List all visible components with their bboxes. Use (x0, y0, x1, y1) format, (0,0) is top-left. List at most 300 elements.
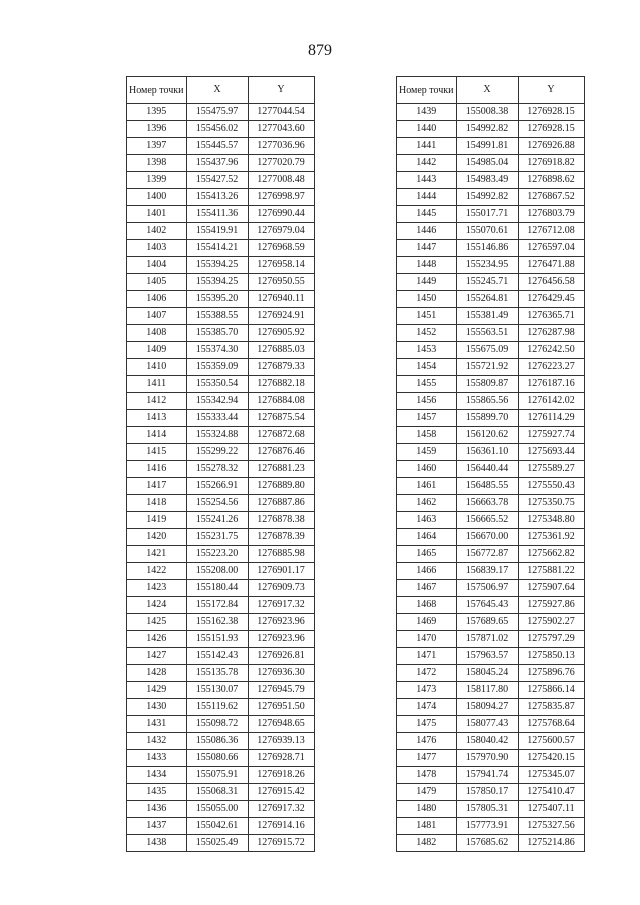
point-number-cell: 1411 (127, 376, 187, 393)
y-cell: 1276928.15 (518, 121, 584, 138)
point-number-cell: 1420 (127, 529, 187, 546)
table-row (127, 427, 315, 444)
x-cell: 158094.27 (456, 699, 518, 716)
point-number-cell: 1431 (127, 716, 187, 733)
x-cell: 155070.61 (456, 223, 518, 240)
point-number-cell: 1403 (127, 240, 187, 257)
x-cell: 155414.21 (186, 240, 248, 257)
y-cell: 1275327.56 (518, 818, 584, 835)
y-cell: 1275361.92 (518, 529, 584, 546)
table-row (397, 563, 585, 580)
x-cell: 155394.25 (186, 274, 248, 291)
table-row (397, 240, 585, 257)
x-cell: 155017.71 (456, 206, 518, 223)
table-row (397, 648, 585, 665)
point-number-cell: 1471 (397, 648, 457, 665)
point-number-cell: 1418 (127, 495, 187, 512)
point-number-cell: 1405 (127, 274, 187, 291)
table-row (127, 206, 315, 223)
x-cell: 155264.81 (456, 291, 518, 308)
x-cell: 155042.61 (186, 818, 248, 835)
point-number-cell: 1401 (127, 206, 187, 223)
y-cell: 1276365.71 (518, 308, 584, 325)
table-row (127, 223, 315, 240)
x-cell: 157645.43 (456, 597, 518, 614)
table-row (397, 835, 585, 852)
point-number-cell: 1449 (397, 274, 457, 291)
table-row (397, 767, 585, 784)
point-number-cell: 1479 (397, 784, 457, 801)
table-row (397, 495, 585, 512)
y-cell: 1276429.45 (518, 291, 584, 308)
x-cell: 155563.51 (456, 325, 518, 342)
y-cell: 1276597.04 (518, 240, 584, 257)
table-row (397, 733, 585, 750)
y-cell: 1276945.79 (248, 682, 314, 699)
table-header-row (397, 77, 585, 104)
y-cell: 1277036.96 (248, 138, 314, 155)
x-cell: 154992.82 (456, 189, 518, 206)
table-row (397, 597, 585, 614)
x-cell: 155388.55 (186, 308, 248, 325)
x-cell: 155025.49 (186, 835, 248, 852)
table-row (127, 376, 315, 393)
point-number-cell: 1397 (127, 138, 187, 155)
header-x: X (456, 77, 518, 104)
table-header-row (127, 77, 315, 104)
coordinates-table-left (126, 76, 315, 852)
point-number-cell: 1438 (127, 835, 187, 852)
point-number-cell: 1417 (127, 478, 187, 495)
y-cell: 1276914.16 (248, 818, 314, 835)
table-row (397, 665, 585, 682)
x-cell: 155080.66 (186, 750, 248, 767)
x-cell: 154992.82 (456, 121, 518, 138)
point-number-cell: 1455 (397, 376, 457, 393)
y-cell: 1276471.88 (518, 257, 584, 274)
point-number-cell: 1419 (127, 512, 187, 529)
table-row (397, 410, 585, 427)
table-row (397, 308, 585, 325)
point-number-cell: 1410 (127, 359, 187, 376)
x-cell: 155130.07 (186, 682, 248, 699)
point-number-cell: 1478 (397, 767, 457, 784)
point-number-cell: 1436 (127, 801, 187, 818)
table-row (127, 546, 315, 563)
x-cell: 158117.80 (456, 682, 518, 699)
table-row (397, 342, 585, 359)
y-cell: 1276928.71 (248, 750, 314, 767)
point-number-cell: 1467 (397, 580, 457, 597)
point-number-cell: 1451 (397, 308, 457, 325)
point-number-cell: 1441 (397, 138, 457, 155)
point-number-cell: 1452 (397, 325, 457, 342)
x-cell: 155142.43 (186, 648, 248, 665)
point-number-cell: 1433 (127, 750, 187, 767)
x-cell: 155075.91 (186, 767, 248, 784)
table-row (127, 597, 315, 614)
point-number-cell: 1415 (127, 444, 187, 461)
table-row (127, 461, 315, 478)
table-row (397, 274, 585, 291)
point-number-cell: 1444 (397, 189, 457, 206)
point-number-cell: 1435 (127, 784, 187, 801)
y-cell: 1276948.65 (248, 716, 314, 733)
x-cell: 156772.87 (456, 546, 518, 563)
y-cell: 1275866.14 (518, 682, 584, 699)
x-cell: 155865.56 (456, 393, 518, 410)
x-cell: 156440.44 (456, 461, 518, 478)
x-cell: 155456.02 (186, 121, 248, 138)
point-number-cell: 1461 (397, 478, 457, 495)
x-cell: 155008.38 (456, 104, 518, 121)
x-cell: 155245.71 (456, 274, 518, 291)
table-row (127, 665, 315, 682)
point-number-cell: 1407 (127, 308, 187, 325)
x-cell: 157506.97 (456, 580, 518, 597)
table-row (127, 648, 315, 665)
y-cell: 1276885.98 (248, 546, 314, 563)
y-cell: 1275927.74 (518, 427, 584, 444)
y-cell: 1276926.88 (518, 138, 584, 155)
table-row (127, 342, 315, 359)
table-row (127, 512, 315, 529)
table-row (127, 274, 315, 291)
y-cell: 1276928.15 (518, 104, 584, 121)
y-cell: 1275345.07 (518, 767, 584, 784)
table-row (397, 223, 585, 240)
x-cell: 156120.62 (456, 427, 518, 444)
y-cell: 1276456.58 (518, 274, 584, 291)
x-cell: 155098.72 (186, 716, 248, 733)
x-cell: 155223.20 (186, 546, 248, 563)
y-cell: 1276917.32 (248, 801, 314, 818)
y-cell: 1276979.04 (248, 223, 314, 240)
table-row (127, 393, 315, 410)
point-number-cell: 1429 (127, 682, 187, 699)
y-cell: 1275348.80 (518, 512, 584, 529)
point-number-cell: 1440 (397, 121, 457, 138)
y-cell: 1275850.13 (518, 648, 584, 665)
x-cell: 155427.52 (186, 172, 248, 189)
table-row (127, 121, 315, 138)
x-cell: 155299.22 (186, 444, 248, 461)
x-cell: 158045.24 (456, 665, 518, 682)
y-cell: 1277044.54 (248, 104, 314, 121)
y-cell: 1275907.64 (518, 580, 584, 597)
y-cell: 1276901.17 (248, 563, 314, 580)
table-row (397, 138, 585, 155)
table-row (127, 580, 315, 597)
y-cell: 1276915.42 (248, 784, 314, 801)
point-number-cell: 1458 (397, 427, 457, 444)
x-cell: 156839.17 (456, 563, 518, 580)
y-cell: 1275600.57 (518, 733, 584, 750)
x-cell: 155068.31 (186, 784, 248, 801)
x-cell: 154983.49 (456, 172, 518, 189)
y-cell: 1276917.32 (248, 597, 314, 614)
table-row (397, 172, 585, 189)
y-cell: 1275589.27 (518, 461, 584, 478)
y-cell: 1275214.86 (518, 835, 584, 852)
point-number-cell: 1414 (127, 427, 187, 444)
point-number-cell: 1476 (397, 733, 457, 750)
point-number-cell: 1468 (397, 597, 457, 614)
x-cell: 155675.09 (456, 342, 518, 359)
point-number-cell: 1400 (127, 189, 187, 206)
point-number-cell: 1404 (127, 257, 187, 274)
x-cell: 155385.70 (186, 325, 248, 342)
y-cell: 1276905.92 (248, 325, 314, 342)
table-row (127, 138, 315, 155)
y-cell: 1276936.30 (248, 665, 314, 682)
table-row (397, 818, 585, 835)
y-cell: 1275350.75 (518, 495, 584, 512)
point-number-cell: 1454 (397, 359, 457, 376)
table-row (397, 325, 585, 342)
coordinates-table-right (396, 76, 585, 852)
table-row (397, 801, 585, 818)
header-point-number: Номер точки (397, 77, 457, 104)
y-cell: 1275693.44 (518, 444, 584, 461)
y-cell: 1276990.44 (248, 206, 314, 223)
x-cell: 154991.81 (456, 138, 518, 155)
point-number-cell: 1426 (127, 631, 187, 648)
x-cell: 155086.36 (186, 733, 248, 750)
table-row (127, 478, 315, 495)
point-number-cell: 1439 (397, 104, 457, 121)
x-cell: 155809.87 (456, 376, 518, 393)
x-cell: 157871.02 (456, 631, 518, 648)
x-cell: 155721.92 (456, 359, 518, 376)
x-cell: 157850.17 (456, 784, 518, 801)
table-row (127, 257, 315, 274)
point-number-cell: 1446 (397, 223, 457, 240)
y-cell: 1276940.11 (248, 291, 314, 308)
y-cell: 1276918.82 (518, 155, 584, 172)
point-number-cell: 1442 (397, 155, 457, 172)
x-cell: 157970.90 (456, 750, 518, 767)
table-row (127, 835, 315, 852)
header-x: X (186, 77, 248, 104)
x-cell: 155475.97 (186, 104, 248, 121)
table-row (397, 376, 585, 393)
table-row (127, 172, 315, 189)
table-row (397, 189, 585, 206)
y-cell: 1275927.86 (518, 597, 584, 614)
header-y: Y (518, 77, 584, 104)
point-number-cell: 1460 (397, 461, 457, 478)
point-number-cell: 1457 (397, 410, 457, 427)
y-cell: 1276918.26 (248, 767, 314, 784)
table-row (397, 257, 585, 274)
point-number-cell: 1443 (397, 172, 457, 189)
point-number-cell: 1453 (397, 342, 457, 359)
table-row (397, 155, 585, 172)
y-cell: 1276878.39 (248, 529, 314, 546)
y-cell: 1275662.82 (518, 546, 584, 563)
point-number-cell: 1474 (397, 699, 457, 716)
y-cell: 1276223.27 (518, 359, 584, 376)
y-cell: 1277043.60 (248, 121, 314, 138)
point-number-cell: 1475 (397, 716, 457, 733)
point-number-cell: 1463 (397, 512, 457, 529)
table-row (127, 104, 315, 121)
y-cell: 1277008.48 (248, 172, 314, 189)
table-row (397, 104, 585, 121)
table-row (127, 801, 315, 818)
y-cell: 1276142.02 (518, 393, 584, 410)
x-cell: 155234.95 (456, 257, 518, 274)
y-cell: 1276875.54 (248, 410, 314, 427)
point-number-cell: 1423 (127, 580, 187, 597)
y-cell: 1275835.87 (518, 699, 584, 716)
table-row (397, 427, 585, 444)
table-row (127, 716, 315, 733)
table-row (397, 512, 585, 529)
x-cell: 155413.26 (186, 189, 248, 206)
point-number-cell: 1425 (127, 614, 187, 631)
table-row (397, 614, 585, 631)
x-cell: 157685.62 (456, 835, 518, 852)
x-cell: 155324.88 (186, 427, 248, 444)
point-number-cell: 1459 (397, 444, 457, 461)
point-number-cell: 1469 (397, 614, 457, 631)
y-cell: 1276287.98 (518, 325, 584, 342)
y-cell: 1276898.62 (518, 172, 584, 189)
page-number: 879 (308, 42, 332, 59)
point-number-cell: 1406 (127, 291, 187, 308)
x-cell: 156665.52 (456, 512, 518, 529)
point-number-cell: 1450 (397, 291, 457, 308)
point-number-cell: 1481 (397, 818, 457, 835)
table-row (127, 818, 315, 835)
table-row (127, 784, 315, 801)
y-cell: 1275896.76 (518, 665, 584, 682)
point-number-cell: 1396 (127, 121, 187, 138)
table-row (127, 682, 315, 699)
table-row (127, 733, 315, 750)
table-row (127, 699, 315, 716)
table-row (127, 750, 315, 767)
x-cell: 155333.44 (186, 410, 248, 427)
x-cell: 155445.57 (186, 138, 248, 155)
y-cell: 1277020.79 (248, 155, 314, 172)
point-number-cell: 1477 (397, 750, 457, 767)
header-y: Y (248, 77, 314, 104)
point-number-cell: 1395 (127, 104, 187, 121)
y-cell: 1276242.50 (518, 342, 584, 359)
table-row (397, 359, 585, 376)
point-number-cell: 1462 (397, 495, 457, 512)
point-number-cell: 1464 (397, 529, 457, 546)
x-cell: 155241.26 (186, 512, 248, 529)
point-number-cell: 1472 (397, 665, 457, 682)
table-row (127, 291, 315, 308)
table-row (397, 716, 585, 733)
x-cell: 155172.84 (186, 597, 248, 614)
x-cell: 155395.20 (186, 291, 248, 308)
x-cell: 155381.49 (456, 308, 518, 325)
point-number-cell: 1480 (397, 801, 457, 818)
table-row (397, 546, 585, 563)
x-cell: 155899.70 (456, 410, 518, 427)
table-row (397, 478, 585, 495)
y-cell: 1276909.73 (248, 580, 314, 597)
y-cell: 1276867.52 (518, 189, 584, 206)
point-number-cell: 1399 (127, 172, 187, 189)
point-number-cell: 1434 (127, 767, 187, 784)
point-number-cell: 1416 (127, 461, 187, 478)
table-row (397, 461, 585, 478)
table-row (127, 325, 315, 342)
y-cell: 1276712.08 (518, 223, 584, 240)
x-cell: 154985.04 (456, 155, 518, 172)
x-cell: 155208.00 (186, 563, 248, 580)
x-cell: 155411.36 (186, 206, 248, 223)
x-cell: 155419.91 (186, 223, 248, 240)
point-number-cell: 1413 (127, 410, 187, 427)
table-row (397, 750, 585, 767)
point-number-cell: 1482 (397, 835, 457, 852)
table-row (397, 784, 585, 801)
table-row (127, 495, 315, 512)
y-cell: 1275881.22 (518, 563, 584, 580)
y-cell: 1275410.47 (518, 784, 584, 801)
y-cell: 1276114.29 (518, 410, 584, 427)
point-number-cell: 1422 (127, 563, 187, 580)
table-row (397, 682, 585, 699)
x-cell: 156670.00 (456, 529, 518, 546)
table-row (127, 410, 315, 427)
table-row (127, 308, 315, 325)
x-cell: 155162.38 (186, 614, 248, 631)
y-cell: 1276187.16 (518, 376, 584, 393)
table-row (397, 699, 585, 716)
x-cell: 157773.91 (456, 818, 518, 835)
point-number-cell: 1445 (397, 206, 457, 223)
table-row (127, 444, 315, 461)
table-row (127, 614, 315, 631)
y-cell: 1275797.29 (518, 631, 584, 648)
table-row (127, 189, 315, 206)
y-cell: 1276876.46 (248, 444, 314, 461)
point-number-cell: 1409 (127, 342, 187, 359)
point-number-cell: 1448 (397, 257, 457, 274)
point-number-cell: 1432 (127, 733, 187, 750)
x-cell: 155119.62 (186, 699, 248, 716)
table-row (127, 155, 315, 172)
table-row (127, 631, 315, 648)
x-cell: 158040.42 (456, 733, 518, 750)
table-row (127, 563, 315, 580)
table-row (397, 631, 585, 648)
point-number-cell: 1421 (127, 546, 187, 563)
x-cell: 155278.32 (186, 461, 248, 478)
y-cell: 1276923.96 (248, 631, 314, 648)
point-number-cell: 1412 (127, 393, 187, 410)
table-row (397, 206, 585, 223)
y-cell: 1276878.38 (248, 512, 314, 529)
x-cell: 155180.44 (186, 580, 248, 597)
x-cell: 158077.43 (456, 716, 518, 733)
y-cell: 1276872.68 (248, 427, 314, 444)
y-cell: 1276889.80 (248, 478, 314, 495)
point-number-cell: 1470 (397, 631, 457, 648)
x-cell: 156663.78 (456, 495, 518, 512)
table-row (397, 444, 585, 461)
x-cell: 157941.74 (456, 767, 518, 784)
